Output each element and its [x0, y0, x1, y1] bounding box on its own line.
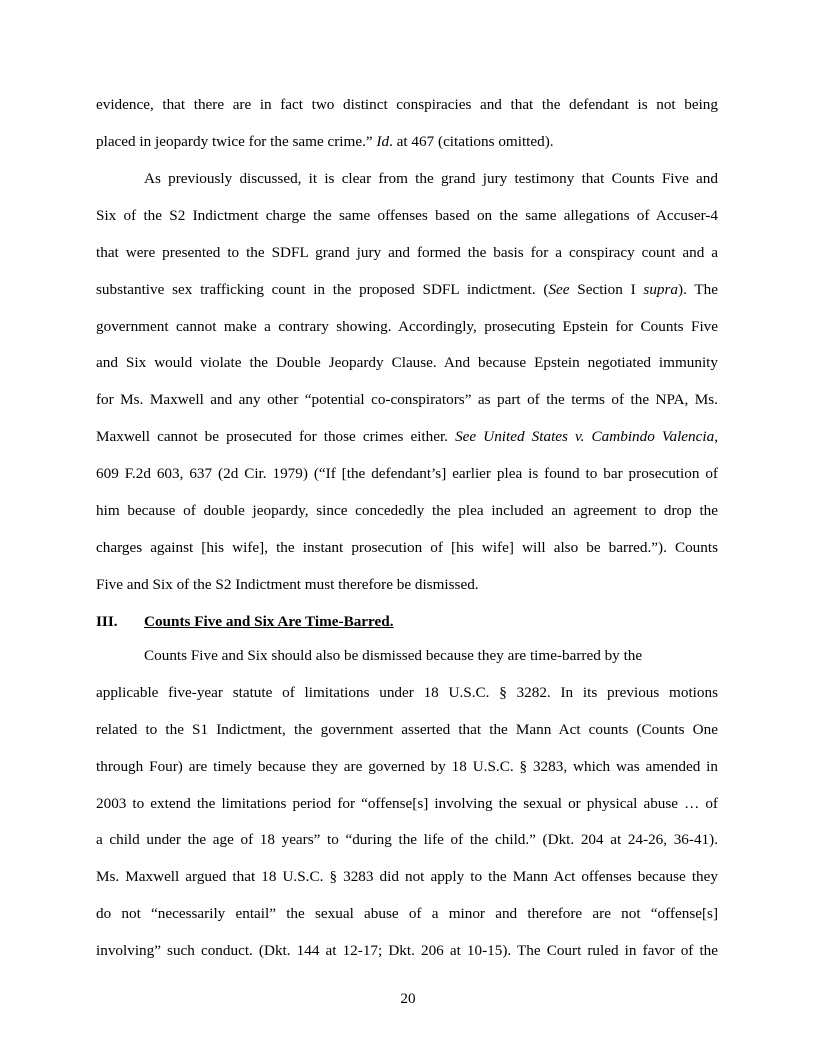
- paragraph-2-line-10: him because of double jeopardy, since concededly the plea included an agreement to drop the: [96, 502, 718, 519]
- paragraph-2-line-3: that were presented to the SDFL grand jury and formed the basis for a conspiracy count and a: [96, 244, 718, 261]
- paragraph-2-line-12: Five and Six of the S2 Indictment must therefore be dismissed.: [96, 576, 479, 593]
- page-number: 20: [400, 990, 416, 1007]
- paragraph-2-line-8: [96, 428, 718, 446]
- italic-signal: supra: [643, 281, 679, 298]
- paragraph-2-line-5: government cannot make a contrary showing. Accordingly, prosecuting Epstein for Counts Five: [96, 318, 718, 335]
- text-segment: placed in jeopardy twice for the same crime.”: [96, 133, 377, 150]
- section-number: III.: [96, 613, 118, 630]
- paragraph-3-line-4: through Four) are timely because they are governed by 18 U.S.C. § 3283, which was amended in: [96, 758, 718, 775]
- text-segment: ). The: [678, 281, 718, 298]
- text-segment: ,: [714, 428, 718, 445]
- paragraph-2-line-9: 609 F.2d 603, 637 (2d Cir. 1979) (“If [the defendant’s] earlier plea is found to bar prosecution of: [96, 465, 718, 482]
- paragraph-3-line-5: 2003 to extend the limitations period for “offense[s] involving the sexual or physical abuse … of: [96, 795, 718, 812]
- paragraph-2-line-6: and Six would violate the Double Jeopardy Clause. And because Epstein negotiated immunity: [96, 354, 718, 371]
- paragraph-3-line-2: applicable five-year statute of limitations under 18 U.S.C. § 3282. In its previous motions: [96, 684, 718, 701]
- paragraph-2-line-7: for Ms. Maxwell and any other “potential co-conspirators” as part of the terms of the NPA, Ms.: [96, 391, 718, 408]
- italic-case-name: See United States v. Cambindo Valencia: [455, 428, 715, 445]
- paragraph-1-line-2: [96, 133, 554, 151]
- paragraph-3-line-3: related to the S1 Indictment, the government asserted that the Mann Act counts (Counts One: [96, 721, 718, 738]
- paragraph-3-line-1: Counts Five and Six should also be dismissed because they are time-barred by the: [144, 647, 643, 664]
- paragraph-3-line-7: Ms. Maxwell argued that 18 U.S.C. § 3283 did not apply to the Mann Act offenses because they: [96, 868, 718, 885]
- paragraph-2-line-11: charges against [his wife], the instant prosecution of [his wife] will also be barred.”). Counts: [96, 539, 718, 556]
- paragraph-2-line-1: As previously discussed, it is clear from the grand jury testimony that Counts Five and: [144, 170, 718, 187]
- italic-signal: See: [548, 281, 570, 298]
- paragraph-1-line-1: evidence, that there are in fact two distinct conspiracies and that the defendant is not being: [96, 96, 718, 113]
- section-heading: Counts Five and Six Are Time-Barred.: [144, 613, 394, 630]
- paragraph-2-line-4: [96, 281, 718, 299]
- text-segment: Maxwell cannot be prosecuted for those crimes either.: [96, 428, 456, 445]
- paragraph-2-line-2: Six of the S2 Indictment charge the same offenses based on the same allegations of Accuser-4: [96, 207, 718, 224]
- italic-citation: Id: [376, 133, 390, 150]
- text-segment: Section I: [569, 281, 644, 298]
- paragraph-3-line-9: involving” such conduct. (Dkt. 144 at 12-17; Dkt. 206 at 10-15). The Court ruled in favor of the: [96, 942, 718, 959]
- paragraph-3-line-8: do not “necessarily entail” the sexual abuse of a minor and therefore are not “offense[s]: [96, 905, 718, 922]
- text-segment: . at 467 (citations omitted).: [389, 133, 554, 150]
- paragraph-3-line-6: a child under the age of 18 years” to “during the life of the child.” (Dkt. 204 at 24-26, 36-41).: [96, 831, 718, 848]
- text-segment: substantive sex trafficking count in the proposed SDFL indictment. (: [96, 281, 549, 298]
